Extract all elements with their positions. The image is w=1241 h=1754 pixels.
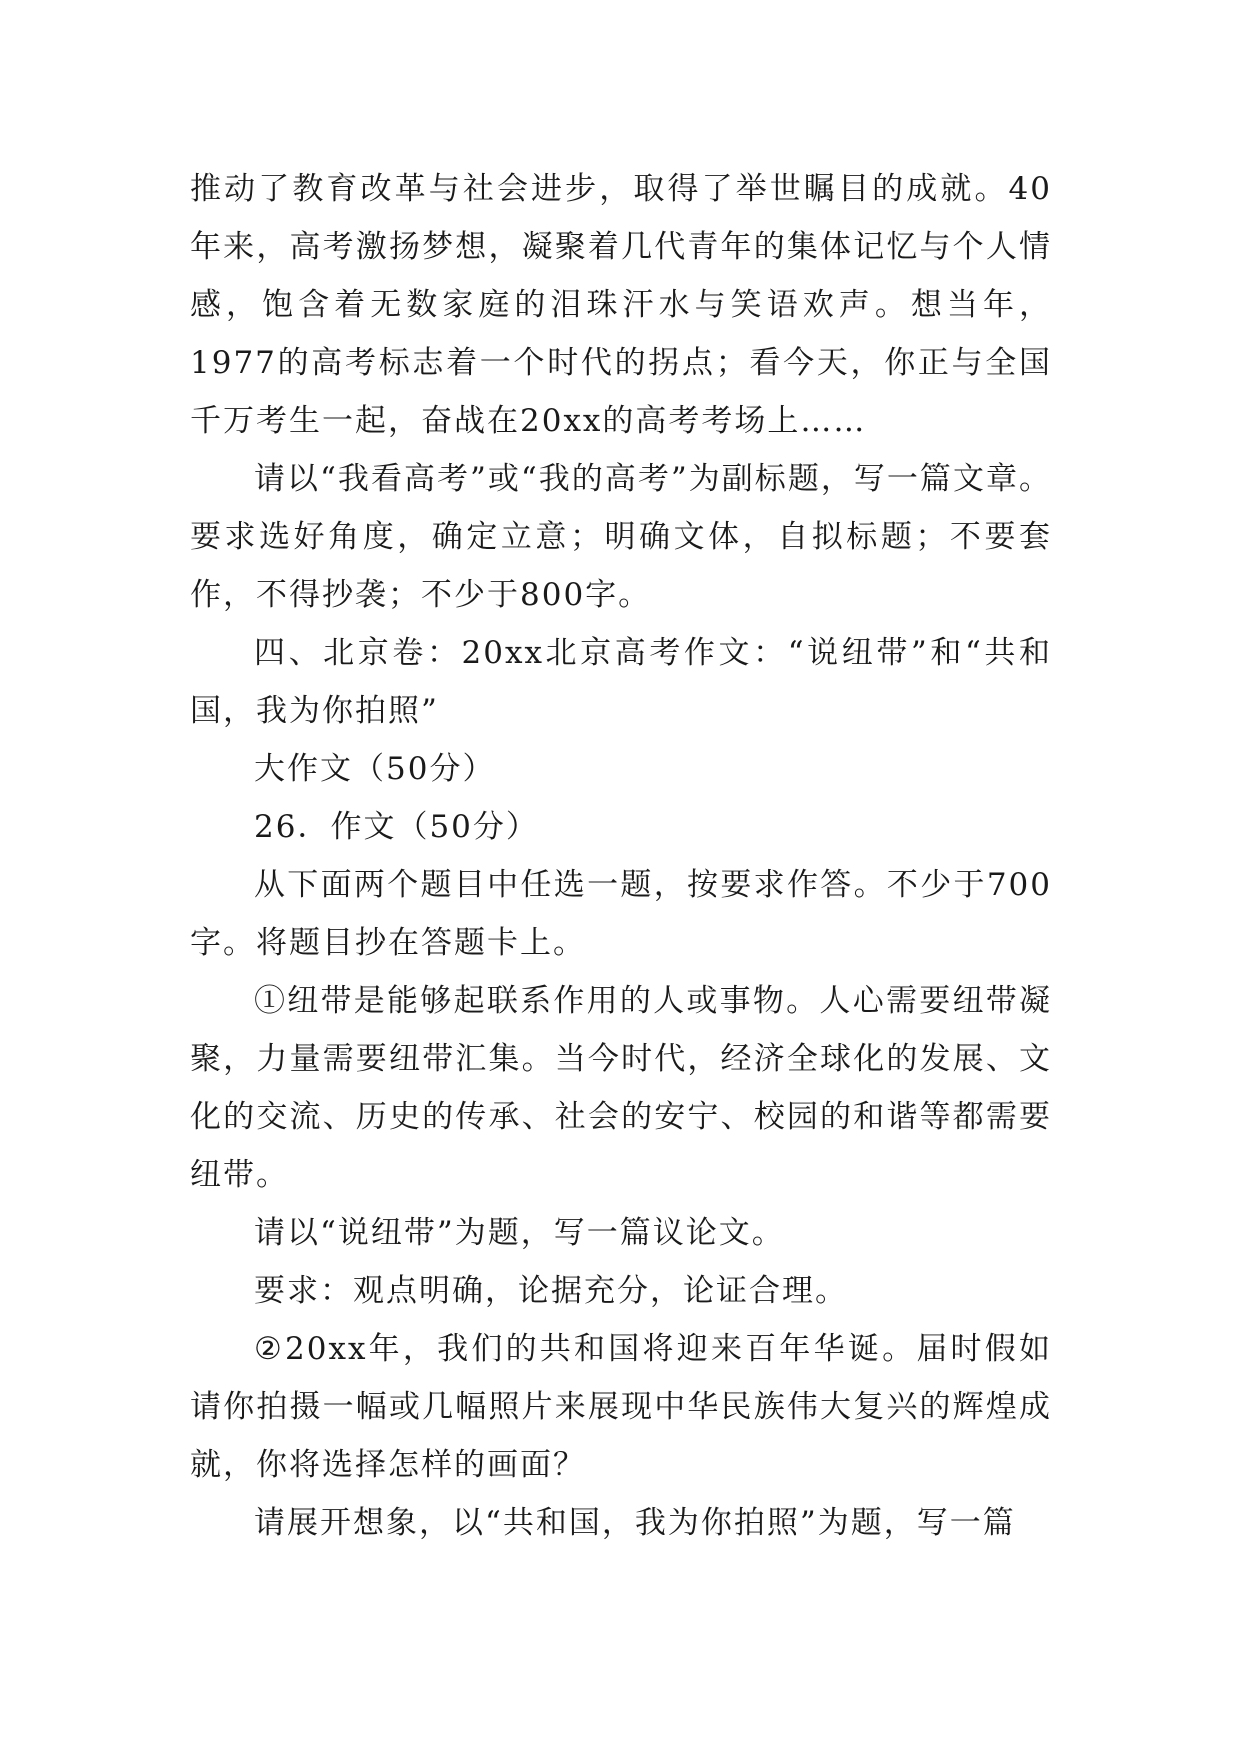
paragraph-10: ②20xx年，我们的共和国将迎来百年华诞。届时假如请你拍摄一幅或几幅照片来展现中华民族伟大复兴的辉煌成就，你将选择怎样的画面？ bbox=[190, 1331, 1052, 1483]
paragraph-1: 推动了教育改革与社会进步，取得了举世瞩目的成就。40年来，高考激扬梦想，凝聚着几代青年的集体记忆与个人情感，饱含着无数家庭的泪珠汗水与笑语欢声。想当年，1977的高考标志着一个时代的拐点；看今天，你正与全国千万考生一起，奋战在20xx的高考考场上…… bbox=[190, 171, 1052, 439]
document-body bbox=[190, 160, 1052, 1552]
paragraph-3: 四、北京卷：20xx北京高考作文：“说纽带”和“共和国，我为你拍照” bbox=[190, 635, 1052, 729]
paragraph-11: 请展开想象，以“共和国，我为你拍照”为题，写一篇 bbox=[254, 1505, 1016, 1541]
paragraph-9: 要求：观点明确，论据充分，论证合理。 bbox=[254, 1273, 848, 1309]
paragraph-6: 从下面两个题目中任选一题，按要求作答。不少于700字。将题目抄在答题卡上。 bbox=[190, 867, 1052, 961]
paragraph-7: ①纽带是能够起联系作用的人或事物。人心需要纽带凝聚，力量需要纽带汇集。当今时代，经济全球化的发展、文化的交流、历史的传承、社会的安宁、校园的和谐等都需要纽带。 bbox=[190, 983, 1052, 1193]
paragraph-4: 大作文（50分） bbox=[254, 751, 496, 787]
paragraph-2: 请以“我看高考”或“我的高考”为副标题，写一篇文章。要求选好角度，确定立意；明确文体，自拟标题；不要套作，不得抄袭；不少于800字。 bbox=[190, 461, 1052, 613]
paragraph-5: 26．作文（50分） bbox=[254, 809, 539, 845]
paragraph-8: 请以“说纽带”为题，写一篇议论文。 bbox=[254, 1215, 785, 1251]
